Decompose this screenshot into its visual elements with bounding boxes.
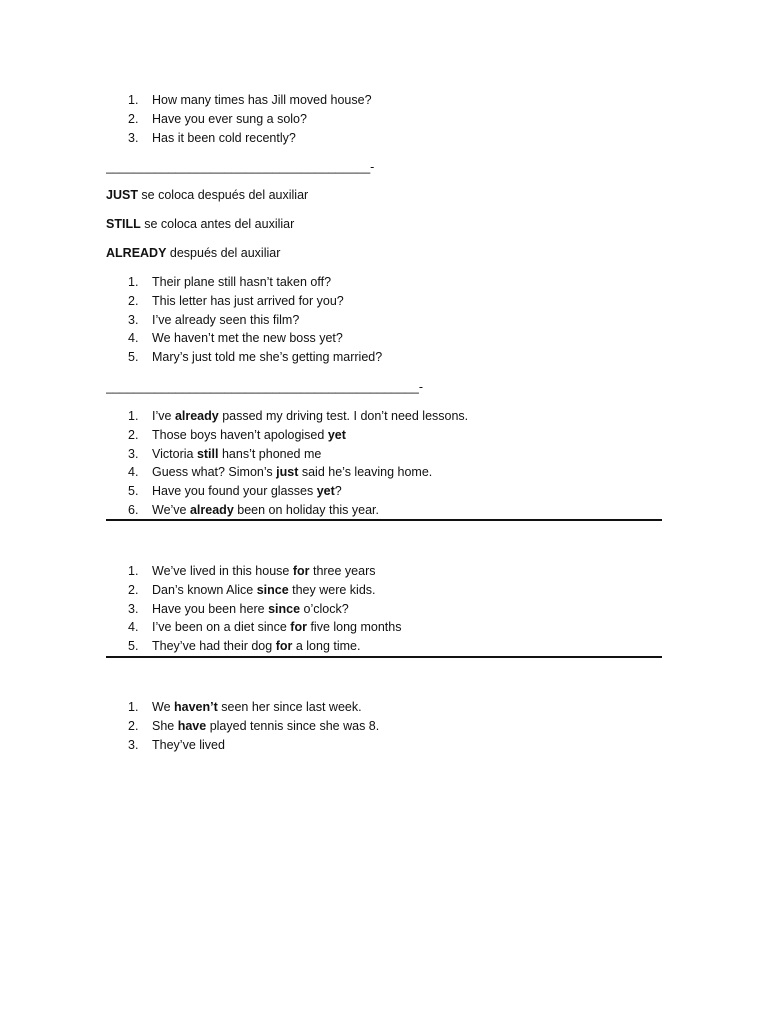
list-number: 4. [128, 331, 139, 346]
list-number: 5. [128, 350, 139, 365]
list-number: 2. [128, 718, 139, 733]
list-number: 5. [128, 639, 139, 654]
horizontal-rule [106, 656, 662, 658]
text-segment: I’ve [152, 409, 175, 423]
text-segment: We’ve lived in this house [152, 564, 293, 578]
list-number: 1. [128, 564, 139, 578]
text-segment: Victoria [152, 446, 197, 461]
list-item-text [152, 311, 299, 329]
list-item-text [152, 600, 349, 618]
text-segment: I’ve been on a diet since [152, 620, 291, 635]
text-segment: I’ve already seen this film? [152, 312, 300, 327]
text-segment: three years [309, 564, 376, 578]
list-number: 3. [128, 737, 139, 752]
list-item-text [152, 562, 376, 580]
text-segment: Have you been here [152, 601, 269, 616]
horizontal-rule [106, 519, 662, 521]
text-segment: said he’s leaving home. [298, 465, 433, 480]
list-number: 3. [128, 130, 139, 145]
list-number: 2. [128, 111, 139, 126]
text-segment: Mary’s just told me she’s getting married? [152, 350, 383, 365]
list-item-text [152, 581, 376, 599]
bold-text: for [292, 564, 310, 578]
text-segment: o’clock? [300, 601, 349, 616]
list-item-text [152, 698, 362, 716]
text-segment: This letter has just arrived for you? [152, 293, 344, 308]
list-number: 3. [128, 446, 139, 461]
list-item-text [152, 736, 225, 754]
bold-text: have [177, 718, 207, 733]
separator-line: _____________________________________________- [106, 380, 423, 394]
text-segment: hans’t phoned me [218, 446, 322, 461]
bold-text: already [189, 503, 234, 517]
text-segment: Guess what? Simon’s [152, 465, 277, 480]
bold-text: yet [327, 427, 346, 442]
bold-text: already [174, 409, 219, 423]
list-item-text [152, 348, 382, 366]
list-item-text [152, 426, 346, 444]
separator-line: ______________________________________- [106, 160, 375, 174]
bold-text: since [268, 601, 301, 616]
rule-just [106, 186, 308, 204]
list-number: 1. [128, 275, 139, 289]
bold-text: just [276, 465, 299, 480]
list-item-text [152, 407, 468, 425]
list-item-text [152, 501, 379, 519]
list-item-text [152, 329, 343, 347]
list-item-text [152, 110, 307, 128]
list-number: 2. [128, 427, 139, 442]
text-segment: We’ve [152, 503, 190, 517]
list-number: 5. [128, 484, 139, 499]
list-number: 2. [128, 582, 139, 597]
text-segment: they were kids. [288, 582, 376, 597]
bold-text: ALREADY [106, 246, 167, 260]
bold-text: STILL [106, 217, 141, 231]
text-segment: Have you ever sung a solo? [152, 111, 307, 126]
bold-text: for [275, 639, 293, 654]
text-segment: se coloca después del auxiliar [137, 188, 309, 202]
list-item-text [152, 482, 342, 500]
text-segment: seen her since last week. [217, 700, 362, 714]
list-number: 4. [128, 465, 139, 480]
text-segment: They’ve lived [152, 737, 225, 752]
text-segment: Their plane still hasn’t taken off? [152, 275, 332, 289]
text-segment: been on holiday this year. [233, 503, 380, 517]
text-segment: five long months [306, 620, 402, 635]
rule-already [106, 244, 280, 262]
bold-text: haven’t [174, 700, 218, 714]
bold-text: for [290, 620, 307, 635]
list-item-text [152, 129, 296, 147]
list-item-text [152, 618, 401, 636]
list-number: 1. [128, 700, 139, 714]
text-segment: a long time. [292, 639, 361, 654]
list-item-text [152, 292, 344, 310]
text-segment: Has it been cold recently? [152, 130, 296, 145]
list-number: 6. [128, 503, 139, 517]
text-segment: Dan’s known Alice [152, 582, 257, 597]
bold-text: still [196, 446, 219, 461]
text-segment: passed my driving test. I don’t need lessons. [218, 409, 469, 423]
bold-text: JUST [106, 188, 138, 202]
text-segment: Have you found your glasses [152, 484, 317, 499]
rule-still [106, 215, 294, 233]
text-segment: We haven’t met the new boss yet? [152, 331, 343, 346]
text-segment: How many times has Jill moved house? [152, 93, 372, 107]
list-number: 4. [128, 620, 139, 635]
list-number: 3. [128, 601, 139, 616]
bold-text: since [256, 582, 289, 597]
text-segment: después del auxiliar [166, 246, 281, 260]
list-number: 3. [128, 312, 139, 327]
list-item-text [152, 717, 379, 735]
list-number: 1. [128, 409, 139, 423]
text-segment: se coloca antes del auxiliar [140, 217, 295, 231]
text-segment: She [152, 718, 178, 733]
text-segment: ? [334, 484, 342, 499]
list-item-text [152, 637, 360, 655]
list-item-text [152, 445, 321, 463]
list-number: 1. [128, 93, 139, 107]
list-number: 2. [128, 293, 139, 308]
text-segment: played tennis since she was 8. [206, 718, 380, 733]
text-segment: Those boys haven’t apologised [152, 427, 328, 442]
list-item-text [152, 91, 372, 109]
list-item-text [152, 463, 432, 481]
list-item-text [152, 273, 331, 291]
bold-text: yet [316, 484, 335, 499]
text-segment: We [152, 700, 174, 714]
text-segment: They’ve had their dog [152, 639, 276, 654]
